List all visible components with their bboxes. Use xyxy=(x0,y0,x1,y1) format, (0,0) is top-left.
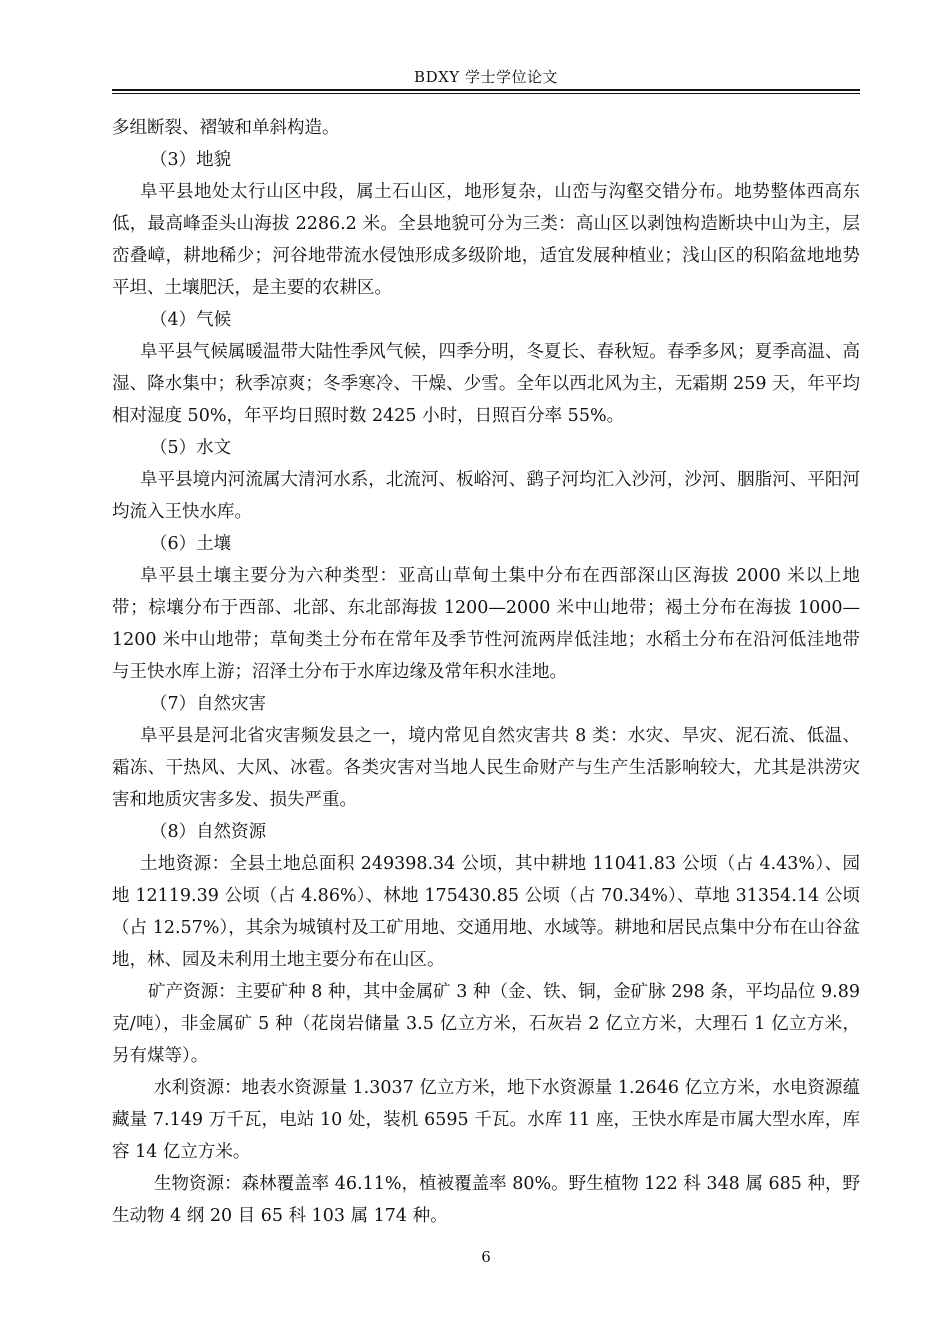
header-rule-thick xyxy=(112,89,860,91)
section-heading-landform: （3）地貌 xyxy=(150,150,232,170)
paragraph-bio-resources: 生物资源：森林覆盖率 46.11%，植被覆盖率 80%。野生植物 122 科 348 属 685 种，野生动物 4 纲 20 目 65 科 103 属 174 种。 xyxy=(112,1174,860,1226)
paragraph-climate: 阜平县气候属暖温带大陆性季风气候，四季分明，冬夏长、春秋短。春季多风；夏季高温、高湿、降水集中；秋季凉爽；冬季寒冷、干燥、少雪。全年以西北风为主，无霜期 259 天，年平均相对湿度 50%，年平均日照时数 2425 小时，日照百分率 55%。 xyxy=(112,342,860,426)
paragraph-structure-tail: 多组断裂、褶皱和单斜构造。 xyxy=(112,118,340,138)
paragraph-hydrology: 阜平县境内河流属大清河水系，北流河、板峪河、鹞子河均汇入沙河，沙河、胭脂河、平阳河均流入王快水库。 xyxy=(112,470,860,522)
section-heading-resources: （8）自然资源 xyxy=(150,822,267,842)
paragraph-water-resources: 水利资源：地表水资源量 1.3037 亿立方米，地下水资源量 1.2646 亿立方米，水电资源蕴藏量 7.149 万千瓦，电站 10 处，装机 6595 千瓦。水库 11 座，王快水库是市属大型水库，库容 14 亿立方米。 xyxy=(112,1078,860,1162)
paragraph-landform: 阜平县地处太行山区中段，属土石山区，地形复杂，山峦与沟壑交错分布。地势整体西高东低，最高峰歪头山海拔 2286.2 米。全县地貌可分为三类：高山区以剥蚀构造断块中山为主，层峦叠嶂，耕地稀少；河谷地带流水侵蚀形成多级阶地，适宜发展种植业；浅山区的积陷盆地地势平坦、土壤肥沃，是主要的农耕区。 xyxy=(112,182,860,298)
section-heading-disaster: （7）自然灾害 xyxy=(150,694,267,714)
section-heading-climate: （4）气候 xyxy=(150,310,232,330)
page-number: 6 xyxy=(481,1248,491,1266)
header-rule-thin xyxy=(112,93,860,94)
paragraph-soil: 阜平县土壤主要分为六种类型：亚高山草甸土集中分布在西部深山区海拔 2000 米以上地带；棕壤分布于西部、北部、东北部海拔 1200—2000 米中山地带；褐土分布在海拔 1000—1200 米中山地带；草甸类土分布在常年及季节性河流两岸低洼地；水稻土分布在沿河低洼地带与王快水库上游；沼泽土分布于水库边缘及常年积水洼地。 xyxy=(112,566,860,682)
running-header: BDXY 学士学位论文 xyxy=(414,68,558,86)
section-heading-hydrology: （5）水文 xyxy=(150,438,232,458)
paragraph-disaster: 阜平县是河北省灾害频发县之一，境内常见自然灾害共 8 类：水灾、旱灾、泥石流、低温、霜冻、干热风、大风、冰雹。各类灾害对当地人民生命财产与生产生活影响较大，尤其是洪涝灾害和地质灾害多发、损失严重。 xyxy=(112,726,860,810)
body-text xyxy=(112,112,860,1232)
paragraph-mineral-resources: 矿产资源：主要矿种 8 种，其中金属矿 3 种（金、铁、铜，金矿脉 298 条，平均品位 9.89 克/吨），非金属矿 5 种（花岗岩储量 3.5 亿立方米，石灰岩 2 亿立方米，大理石 1 亿立方米，另有煤等）。 xyxy=(112,982,860,1066)
paragraph-land-resources: 土地资源：全县土地总面积 249398.34 公顷，其中耕地 11041.83 公顷（占 4.43%）、园地 12119.39 公顷（占 4.86%）、林地 175430.85 公顷（占 70.34%）、草地 31354.14 公顷（占 12.57%），其余为城镇村及工矿用地、交通用地、水域等。耕地和居民点集中分布在山谷盆地，林、园及未利用土地主要分布在山区。 xyxy=(112,854,860,970)
section-heading-soil: （6）土壤 xyxy=(150,534,232,554)
